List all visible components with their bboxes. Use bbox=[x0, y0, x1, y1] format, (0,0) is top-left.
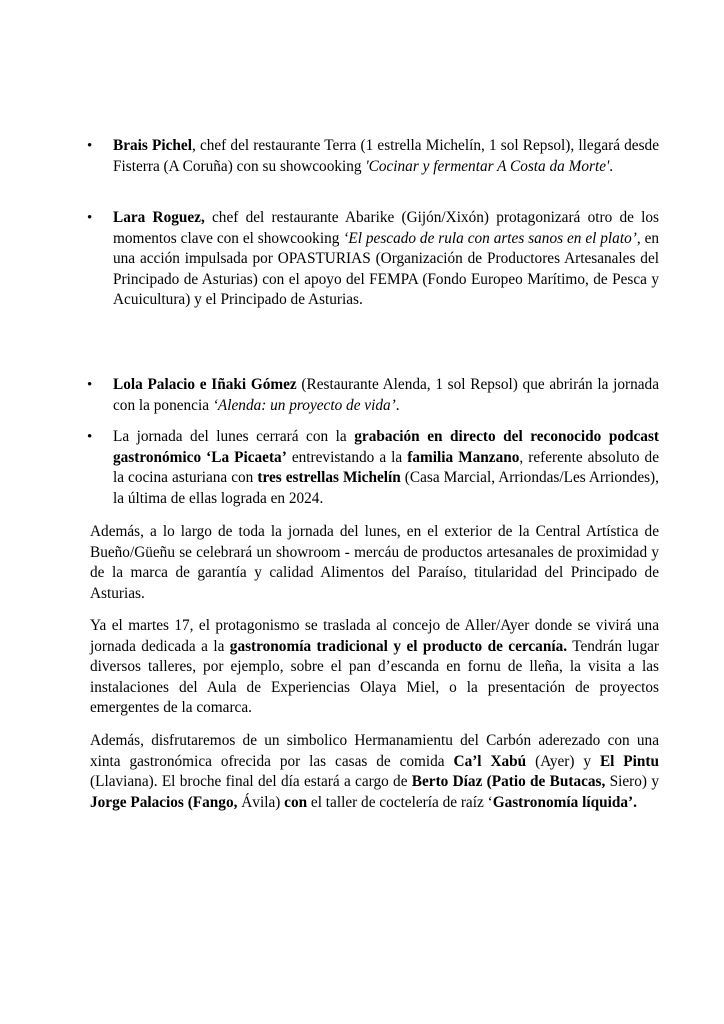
highlight-text: Jorge Palacios (Fango, bbox=[90, 793, 238, 811]
paragraph-martes bbox=[90, 616, 659, 719]
bullet-text: La jornada del lunes cerrará con la bbox=[113, 428, 355, 445]
bullet-text: . bbox=[609, 157, 614, 175]
highlight-text: familia Manzano bbox=[407, 448, 520, 466]
paragraph-showroom: Además, a lo largo de toda la jornada del lunes, en el exterior de la Central Artística de Bueño/Güeñu se celebrará un showroom - mercáu de productos artesanales de proximidad y de la marca de garantía y calidad Alimentos del Paraíso, titularidad del Principado de Asturias. bbox=[90, 523, 659, 602]
bullet-item-podcast bbox=[87, 427, 659, 509]
highlight-text: gastronomía tradicional y el producto de cercanía. bbox=[229, 637, 568, 655]
highlight-text: grabación en directo del reconocido podcast gastronómico ‘La Picaeta’ bbox=[113, 428, 659, 466]
paragraph-text: Ya el martes 17, el protagonismo se traslada al concejo de Aller/Ayer donde se vivirá una jornada dedicada a la bbox=[90, 617, 659, 655]
bullet-item-brais-pichel bbox=[87, 136, 659, 177]
paragraph-text: (Llaviana). El broche final del día estará a cargo de bbox=[90, 773, 412, 790]
bullet-marker: • bbox=[87, 138, 93, 154]
bullet-text: . bbox=[395, 396, 400, 414]
bullet-item-lara-roguez bbox=[87, 208, 660, 311]
highlight-text: Ca’l Xabú bbox=[453, 752, 527, 770]
bullet-text: entrevistando a la bbox=[286, 448, 408, 466]
paragraph-text: Siero) y bbox=[605, 773, 659, 790]
highlight-text: Gastronomía líquida’. bbox=[492, 793, 637, 811]
showcooking-title: ‘El pescado de rula con artes sanos en el plato’ bbox=[343, 229, 637, 247]
person-name: Brais Pichel bbox=[113, 137, 192, 154]
paragraph-text: Además, disfrutaremos de un simbolico Hermanamientu del Carbón aderezado con una xinta gastronómica ofrecida por las casas de comida bbox=[90, 732, 659, 770]
showcooking-title: 'Cocinar y fermentar A Costa da Morte' bbox=[365, 157, 610, 175]
talk-title: ‘Alenda: un proyecto de vida’ bbox=[212, 396, 396, 414]
bullet-text: (Casa Marcial, Arriondas/Les Arriondes), la última de ellas lograda en 2024. bbox=[113, 469, 659, 507]
bullet-marker: • bbox=[87, 377, 93, 393]
highlight-text: El Pintu bbox=[599, 752, 660, 770]
paragraph-hermanamientu bbox=[90, 731, 659, 813]
bullet-marker: • bbox=[87, 210, 93, 226]
bullet-text: chef del restaurante Abarike (Gijón/Xixón) protagonizará otro de los momentos clave con el showcooking bbox=[113, 209, 659, 247]
paragraph-text: (Ayer) y bbox=[526, 752, 600, 770]
bullet-text: (Restaurante Alenda, 1 sol Repsol) que abrirán la jornada con la ponencia bbox=[113, 376, 659, 414]
highlight-text: Berto Díaz (Patio de Butacas, bbox=[411, 773, 606, 790]
bullet-item-lola-palacio bbox=[87, 375, 659, 416]
paragraph-text: Ávila) bbox=[237, 793, 285, 811]
bullet-text: , chef del restaurante Terra (1 estrella Michelín, 1 sol Repsol), llegará desde Fisterra (A Coruña) con su showcooking bbox=[113, 137, 659, 175]
bullet-text: , referente absoluto de la cocina asturiana con bbox=[113, 448, 659, 486]
bullet-marker: • bbox=[87, 429, 93, 445]
paragraph-text: Tendrán lugar diversos talleres, por ejemplo, sobre el pan d’escanda en fornu de lleña, la visita a las instalaciones del Aula de Experiencias Olaya Miel, o la presentación de proyectos emergentes de la comarca. bbox=[90, 637, 659, 716]
highlight-text: con bbox=[284, 793, 308, 811]
paragraph-text: el taller de coctelería de raíz ‘ bbox=[307, 793, 493, 811]
bullet-text: , en una acción impulsada por OPASTURIAS (Organización de Productores Artesanales del Principado de Asturias) con el apoyo del FEMPA (Fondo Europeo Marítimo, de Pesca y Acuicultura) y el Principado de Asturias. bbox=[113, 229, 660, 308]
person-name: Lola Palacio e Iñaki Gómez bbox=[113, 376, 297, 393]
person-name: Lara Roguez, bbox=[113, 209, 205, 226]
highlight-text: tres estrellas Michelín bbox=[257, 469, 401, 486]
